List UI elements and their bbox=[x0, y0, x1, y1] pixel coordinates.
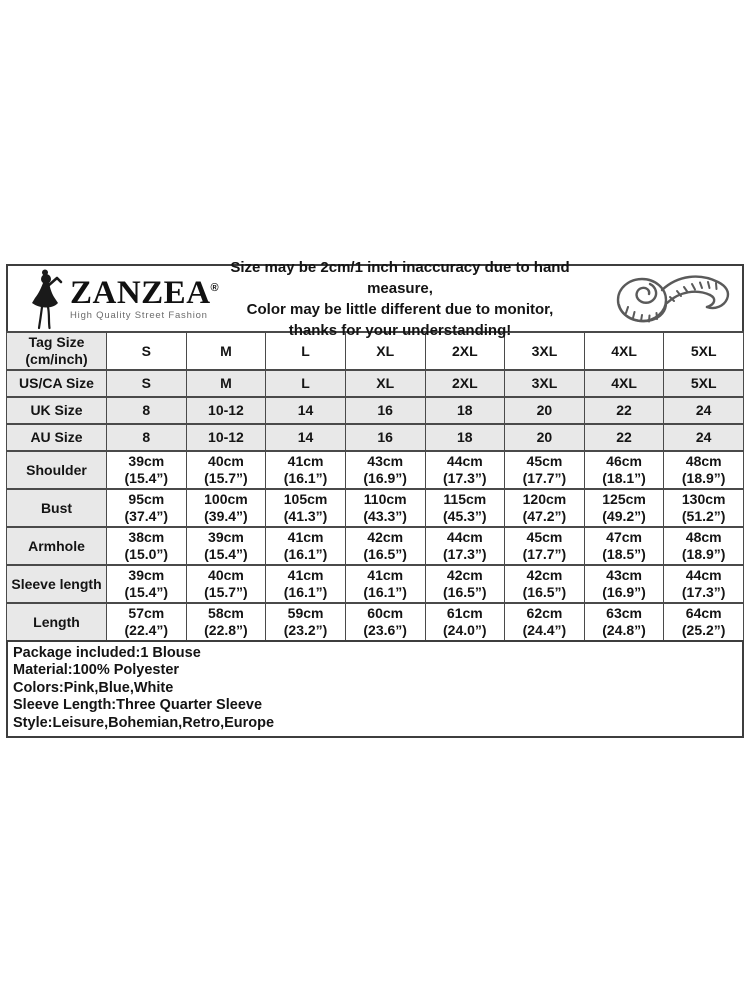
size-cell: 4XL bbox=[584, 370, 664, 397]
size-chart-sheet bbox=[6, 258, 744, 738]
size-cell: 18 bbox=[425, 424, 505, 451]
size-cell: 5XL bbox=[664, 370, 744, 397]
notice-line: Size may be 2cm/1 inch inaccuracy due to hand measure, bbox=[230, 258, 570, 297]
measure-cell: 41cm (16.1”) bbox=[266, 527, 346, 565]
measure-cell: 60cm (23.6”) bbox=[345, 603, 425, 641]
size-cell: 8 bbox=[107, 397, 187, 424]
measure-cell: 57cm (22.4”) bbox=[107, 603, 187, 641]
size-cell: S bbox=[107, 332, 187, 370]
brand-name: ZANZEA® bbox=[70, 274, 220, 311]
size-cell: 3XL bbox=[505, 332, 585, 370]
row-label: UK Size bbox=[7, 397, 107, 424]
row-label: US/CA Size bbox=[7, 370, 107, 397]
size-cell: 18 bbox=[425, 397, 505, 424]
measure-cell: 41cm (16.1”) bbox=[266, 565, 346, 603]
measure-cell: 42cm (16.5”) bbox=[425, 565, 505, 603]
product-info-line: Sleeve Length:Three Quarter Sleeve bbox=[13, 697, 263, 714]
size-cell: 10-12 bbox=[186, 397, 266, 424]
measure-cell: 44cm (17.3”) bbox=[425, 527, 505, 565]
measure-cell: 42cm (16.5”) bbox=[505, 565, 585, 603]
table-row bbox=[7, 397, 744, 424]
size-cell: 22 bbox=[584, 397, 664, 424]
measure-cell: 39cm (15.4”) bbox=[186, 527, 266, 565]
measure-cell: 41cm (16.1”) bbox=[266, 451, 346, 489]
table-row bbox=[7, 489, 744, 527]
row-label: Armhole bbox=[7, 527, 107, 565]
header bbox=[6, 258, 744, 339]
measure-cell: 61cm (24.0”) bbox=[425, 603, 505, 641]
measurement-notice bbox=[200, 257, 604, 341]
measure-cell: 125cm (49.2”) bbox=[584, 489, 664, 527]
measure-cell: 41cm (16.1”) bbox=[345, 565, 425, 603]
woman-silhouette-icon bbox=[26, 268, 68, 330]
size-cell: 14 bbox=[266, 397, 346, 424]
measure-cell: 62cm (24.4”) bbox=[505, 603, 585, 641]
measure-cell: 45cm (17.7”) bbox=[505, 527, 585, 565]
row-label: AU Size bbox=[7, 424, 107, 451]
table-row bbox=[7, 424, 744, 451]
size-cell: 5XL bbox=[664, 332, 744, 370]
size-cell: 2XL bbox=[425, 332, 505, 370]
measure-cell: 95cm (37.4”) bbox=[107, 489, 187, 527]
measure-cell: 46cm (18.1”) bbox=[584, 451, 664, 489]
size-cell: 22 bbox=[584, 424, 664, 451]
size-cell: XL bbox=[345, 370, 425, 397]
measure-cell: 64cm (25.2”) bbox=[664, 603, 744, 641]
product-info-line: Material:100% Polyester bbox=[13, 662, 180, 679]
measure-cell: 115cm (45.3”) bbox=[425, 489, 505, 527]
measure-cell: 48cm (18.9”) bbox=[664, 451, 744, 489]
row-label: Shoulder bbox=[7, 451, 107, 489]
measure-cell: 39cm (15.4”) bbox=[107, 451, 187, 489]
size-cell: 3XL bbox=[505, 370, 585, 397]
row-label: Tag Size (cm/inch) bbox=[7, 332, 107, 370]
size-cell: 20 bbox=[505, 424, 585, 451]
measure-cell: 39cm (15.4”) bbox=[107, 565, 187, 603]
measure-cell: 120cm (47.2”) bbox=[505, 489, 585, 527]
measure-cell: 63cm (24.8”) bbox=[584, 603, 664, 641]
size-cell: L bbox=[266, 370, 346, 397]
measure-cell: 45cm (17.7”) bbox=[505, 451, 585, 489]
table-row bbox=[7, 370, 744, 397]
size-cell: 16 bbox=[345, 397, 425, 424]
measure-cell: 44cm (17.3”) bbox=[664, 565, 744, 603]
tape-measure-icon bbox=[604, 269, 736, 329]
measure-cell: 100cm (39.4”) bbox=[186, 489, 266, 527]
measure-cell: 110cm (43.3”) bbox=[345, 489, 425, 527]
product-info-line: Style:Leisure,Bohemian,Retro,Europe bbox=[13, 714, 275, 731]
product-info-line: Package included:1 Blouse bbox=[13, 645, 201, 661]
table-row bbox=[7, 527, 744, 565]
size-cell: M bbox=[186, 370, 266, 397]
size-cell: 16 bbox=[345, 424, 425, 451]
measure-cell: 58cm (22.8”) bbox=[186, 603, 266, 641]
size-cell: 10-12 bbox=[186, 424, 266, 451]
measure-cell: 42cm (16.5”) bbox=[345, 527, 425, 565]
measure-cell: 44cm (17.3”) bbox=[425, 451, 505, 489]
size-cell: S bbox=[107, 370, 187, 397]
measure-cell: 48cm (18.9”) bbox=[664, 527, 744, 565]
measure-cell: 47cm (18.5”) bbox=[584, 527, 664, 565]
size-table bbox=[6, 331, 744, 642]
measure-cell: 38cm (15.0”) bbox=[107, 527, 187, 565]
size-cell: L bbox=[266, 332, 346, 370]
row-label: Sleeve length bbox=[7, 565, 107, 603]
table-row bbox=[7, 565, 744, 603]
size-cell: 8 bbox=[107, 424, 187, 451]
size-cell: 24 bbox=[664, 424, 744, 451]
size-cell: 2XL bbox=[425, 370, 505, 397]
brand-logo bbox=[8, 268, 220, 330]
measure-cell: 130cm (51.2”) bbox=[664, 489, 744, 527]
measure-cell: 40cm (15.7”) bbox=[186, 451, 266, 489]
table-row bbox=[7, 603, 744, 641]
table-row bbox=[7, 451, 744, 489]
notice-line: Color may be little different due to monitor, bbox=[246, 300, 554, 318]
row-label: Length bbox=[7, 603, 107, 641]
size-cell: 4XL bbox=[584, 332, 664, 370]
size-cell: 24 bbox=[664, 397, 744, 424]
registered-mark: ® bbox=[210, 281, 220, 294]
product-info bbox=[6, 640, 744, 738]
size-cell: M bbox=[186, 332, 266, 370]
product-info-line: Colors:Pink,Blue,White bbox=[13, 679, 174, 696]
brand-tagline: High Quality Street Fashion bbox=[70, 309, 208, 321]
measure-cell: 43cm (16.9”) bbox=[345, 451, 425, 489]
size-cell: 20 bbox=[505, 397, 585, 424]
size-cell: XL bbox=[345, 332, 425, 370]
measure-cell: 105cm (41.3”) bbox=[266, 489, 346, 527]
measure-cell: 40cm (15.7”) bbox=[186, 565, 266, 603]
measure-cell: 43cm (16.9”) bbox=[584, 565, 664, 603]
measure-cell: 59cm (23.2”) bbox=[266, 603, 346, 641]
notice-line: thanks for your understanding! bbox=[288, 321, 512, 339]
size-cell: 14 bbox=[266, 424, 346, 451]
row-label: Bust bbox=[7, 489, 107, 527]
